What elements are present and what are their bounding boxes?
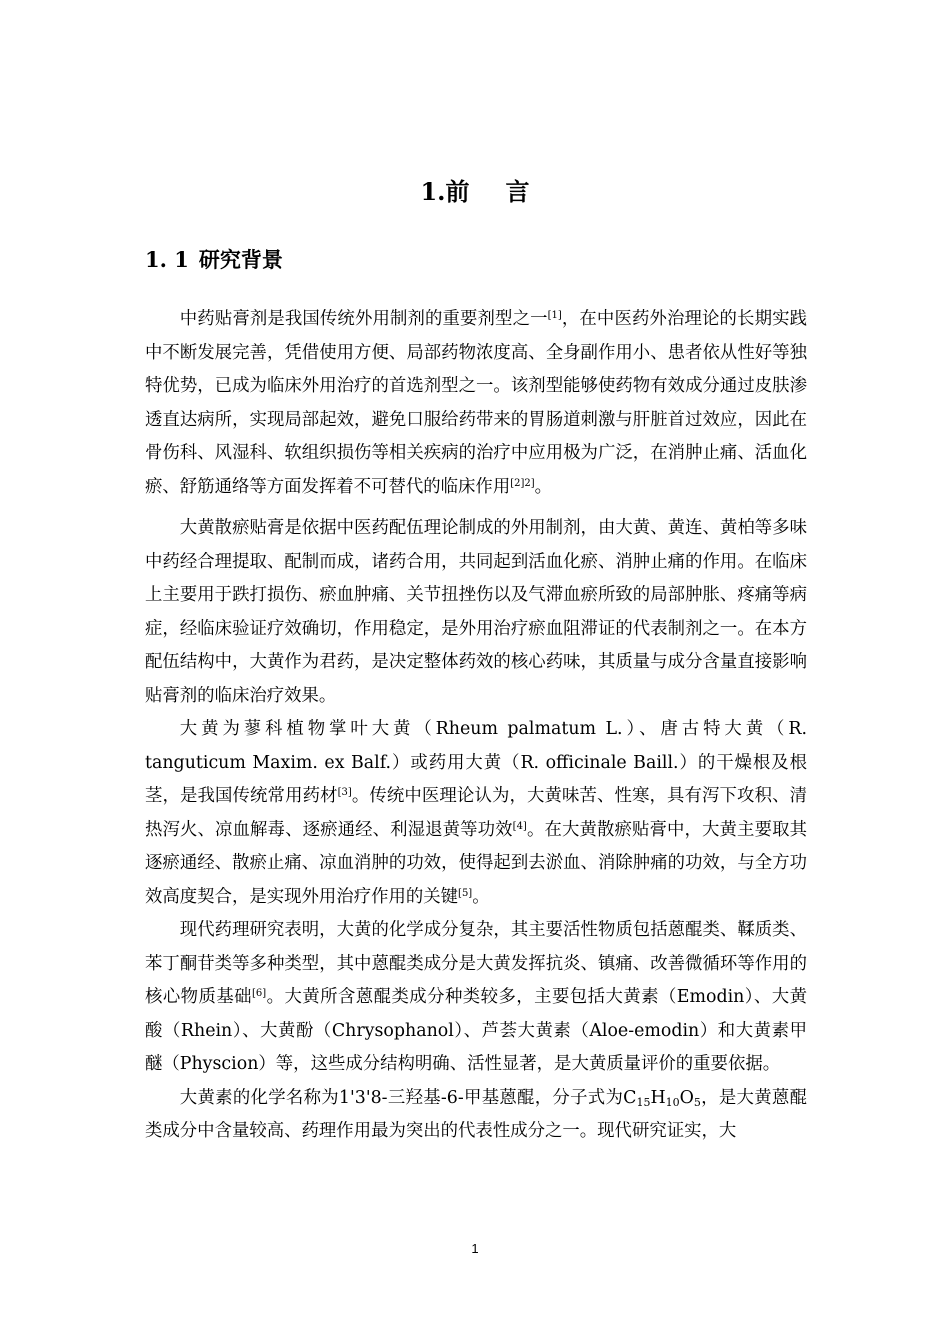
- paragraph-text: 大黄散瘀贴膏是依据中医药配伍理论制成的外用制剂，由大黄、黄连、黄柏等多味中药经合理提取、配制而成，诸药合用，共同起到活血化瘀、消肿止痛的作用。在临床上主要用于跌打损伤、瘀血肿痛、关节扭挫伤以及气滞血瘀所致的局部肿胀、疼痛等病症，经临床验证疗效确切，作用稳定，是外用治疗瘀血阻滞证的代表制剂之一。在本方配伍结构中，大黄作为君药，是决定整体药效的核心药味，其质量与成分含量直接影响贴膏剂的临床治疗效果。: [145, 518, 807, 706]
- page-number: 1: [471, 1241, 479, 1256]
- paragraph-3: [145, 713, 807, 914]
- chapter-title: [0, 172, 950, 207]
- paragraph-text: 。在大黄散瘀贴膏中，大黄主要取其逐瘀通经、散瘀止痛、凉血消肿的功效，使得起到去淤血、消除肿痛的功效，与全方功效高度契合，是实现外用治疗作用的关键: [145, 819, 807, 907]
- subscript: 15: [636, 1095, 651, 1109]
- paragraph-text: ，在中医药外治理论的长期实践中不断发展完善，凭借使用方便、局部药物浓度高、全身副作用小、患者依从性好等独特优势，已成为临床外用治疗的首选剂型之一。该剂型能够使药物有效成分通过皮肤渗透直达病所，实现局部起效，避免口服给药带来的胃肠道刺激与肝脏首过效应，因此在骨伤科、风湿科、软组织损伤等相关疾病的治疗中应用极为广泛，在消肿止痛、活血化瘀、舒筋通络等方面发挥着不可替代的临床作用: [145, 309, 807, 497]
- paragraph-text: 大黄为蓼科植物掌叶大黄（Rheum palmatum L.）、唐古特大黄（R. tanguticum Maxim. ex Balf.）或药用大黄（R. officinale Baill.）的干燥根及根茎，是我国传统常用药材: [145, 719, 807, 806]
- paragraph-text: 大黄素的化学名称为1'3'8-三羟基-6-甲基蒽醌，分子式为C: [179, 1087, 637, 1108]
- subscript: 5: [693, 1095, 701, 1109]
- citation: [4]: [512, 820, 527, 832]
- paragraph-text: ，是大黄蒽醌类成分中含量较高、药理作用最为突出的代表性成分之一。现代研究证实，大: [145, 1087, 807, 1141]
- paragraph-1: [145, 303, 807, 504]
- citation: [3]: [337, 787, 352, 798]
- section-title-text: 研究背景: [198, 247, 283, 272]
- paragraph-text: 。: [534, 476, 553, 497]
- citation: [1]: [547, 310, 562, 321]
- paragraph-text: H: [650, 1087, 666, 1108]
- chapter-title-part-1: 前: [445, 177, 470, 206]
- paragraph-2: [145, 512, 807, 713]
- citation: [2]2]: [510, 477, 535, 489]
- paragraph-5: [145, 1082, 807, 1149]
- body-text: [145, 303, 807, 1149]
- section-title: [145, 244, 283, 274]
- paragraph-text: 。大黄所含蒽醌类成分种类较多，主要包括大黄素（Emodin）、大黄酸（Rhein）、大黄酚（Chrysophanol）、芦荟大黄素（Aloe-emodin）和大黄素甲醚（Physcion）等，这些成分结构明确、活性显著，是大黄质量评价的重要依据。: [145, 987, 807, 1074]
- paragraph-text: O: [679, 1087, 694, 1108]
- paragraph-text: 现代药理研究表明，大黄的化学成分复杂，其主要活性物质包括蒽醌类、鞣质类、苯丁酮苷类等多种类型，其中蒽醌类成分是大黄发挥抗炎、镇痛、改善微循环等作用的核心物质基础: [145, 920, 807, 1007]
- paragraph-text: 。: [472, 886, 490, 907]
- section-number: 1. 1: [145, 247, 189, 272]
- paragraph-text: 。传统中医理论认为，大黄味苦、性寒，具有泻下攻积、清热泻火、凉血解毒、逐瘀通经、利湿退黄等功效: [145, 786, 807, 840]
- subscript: 10: [665, 1095, 680, 1109]
- chapter-number: 1.: [420, 177, 446, 206]
- paragraph-text: 中药贴膏剂是我国传统外用制剂的重要剂型之一: [179, 309, 548, 329]
- chapter-title-part-2: 言: [505, 177, 530, 206]
- citation: [5]: [458, 887, 473, 899]
- citation: [6]: [252, 988, 267, 999]
- paragraph-4: [145, 914, 807, 1082]
